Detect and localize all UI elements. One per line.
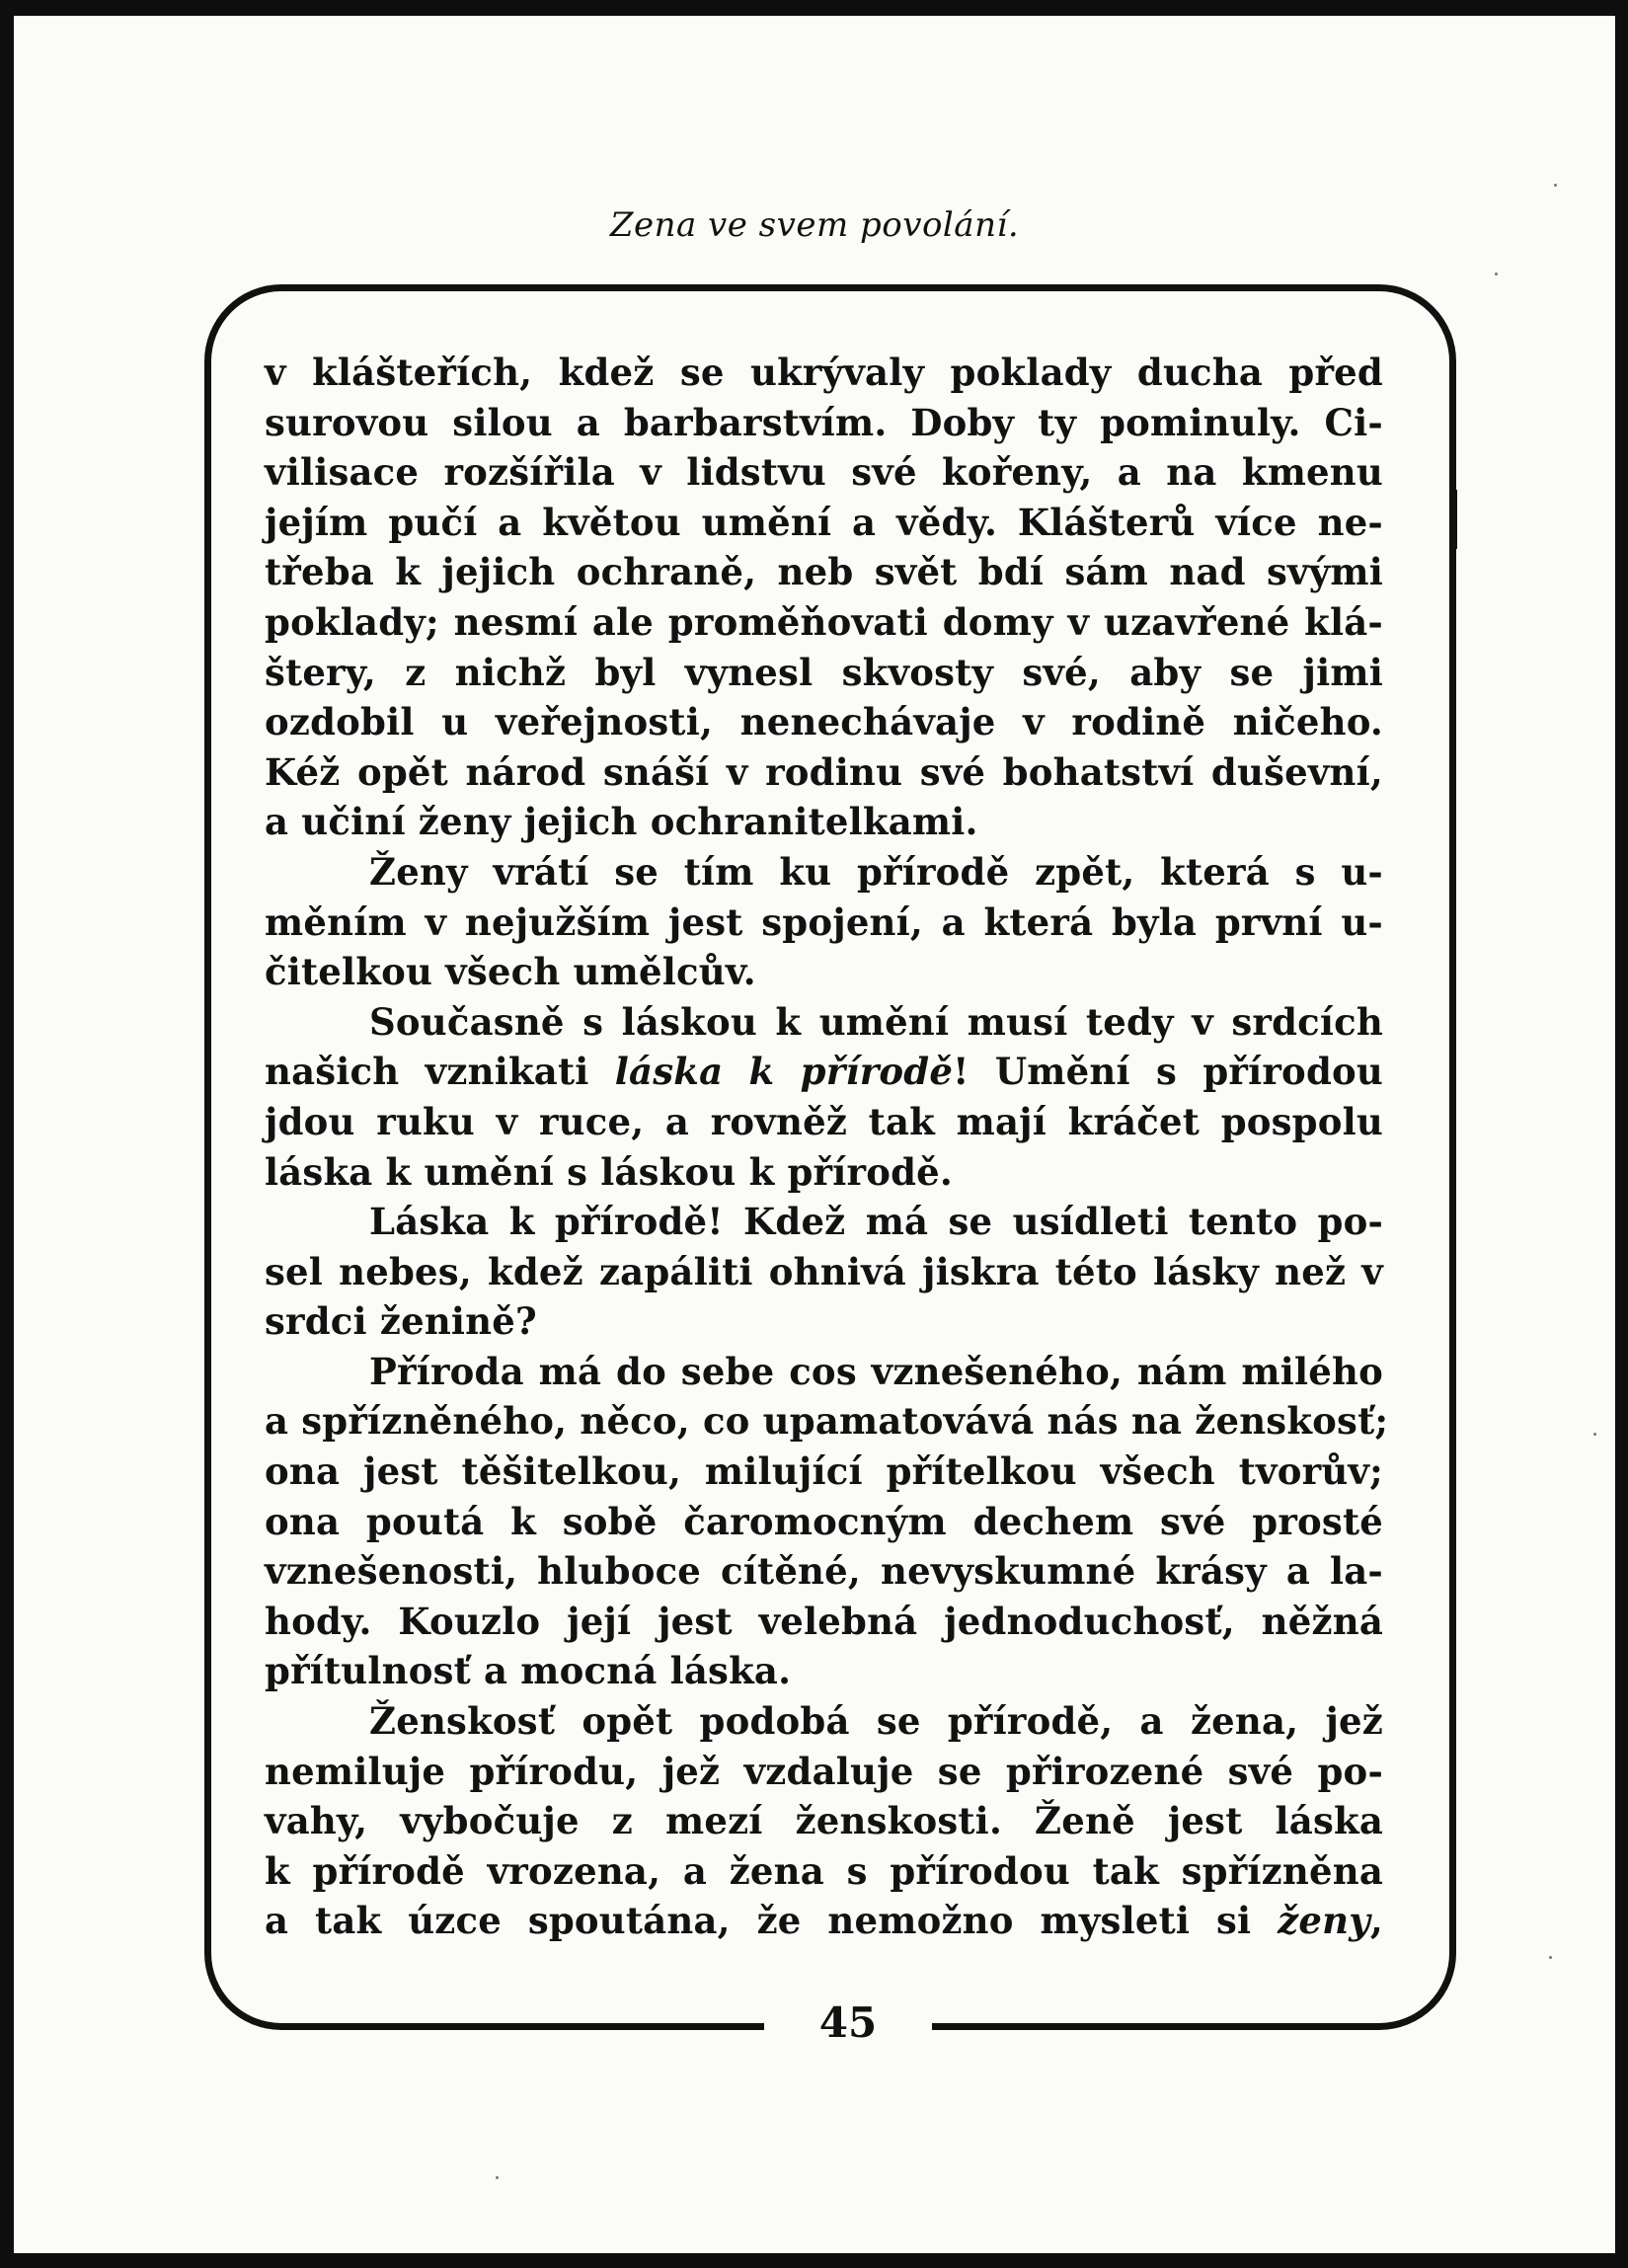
text-line-emphasis: [265, 1047, 1383, 1097]
emphasized-phrase: láska k přírodě: [614, 1050, 954, 1094]
text-line: vilisace rozšířila v lidstvu své kořeny, a na kmenu: [265, 450, 1383, 495]
speck: [1495, 273, 1498, 275]
text-line: srdci ženině?: [265, 1299, 537, 1344]
page-number: 45: [818, 1998, 878, 2047]
text-fragment: našich vznikati: [265, 1050, 615, 1094]
text-line: hody. Kouzlo její jest velebná jednoduchosť, něžná: [265, 1599, 1383, 1643]
frame-edge-mark: [1451, 490, 1457, 549]
text-line: čitelkou všech umělcův.: [265, 950, 756, 994]
text-line: surovou silou a barbarstvím. Doby ty pominuly. Ci-: [265, 400, 1383, 444]
text-line: láska k umění s láskou k přírodě.: [265, 1149, 953, 1194]
text-fragment: a tak úzce spoutána, že nemožno mysleti si: [265, 1899, 1279, 1943]
speck: [1593, 1433, 1596, 1436]
text-fragment: ! Umění s přírodou: [953, 1050, 1383, 1094]
speck: [1554, 184, 1557, 187]
text-line: sel nebes, kdež zapáliti ohnivá jiskra této lásky než v: [265, 1249, 1383, 1293]
text-line: třeba k jejich ochraně, neb svět bdí sám nad svými: [265, 550, 1383, 594]
speck: [496, 2176, 499, 2179]
text-line: Ženskosť opět podobá se přírodě, a žena, jež: [369, 1699, 1383, 1744]
emphasized-word: ženy: [1278, 1899, 1370, 1943]
text-line: Láska k přírodě! Kdež má se usídleti tento po-: [369, 1200, 1383, 1244]
text-line: štery, z nichž byl vynesl skvosty své, aby se jimi: [265, 650, 1383, 694]
speck: [1549, 1956, 1552, 1959]
text-line: Příroda má do sebe cos vznešeného, nám milého: [369, 1349, 1383, 1393]
page-sheet: [14, 16, 1615, 2253]
text-line: ona poutá k sobě čaromocným dechem své prosté: [265, 1499, 1383, 1543]
text-line: Kéž opět národ snáší v rodinu své bohatství duševní,: [265, 749, 1383, 794]
running-title: Zena ve svem povolání.: [609, 205, 1020, 245]
text-line: k přírodě vrozena, a žena s přírodou tak spřízněna: [265, 1848, 1383, 1893]
text-line: jejím pučí a květou umění a vědy. Klášterů více ne-: [265, 500, 1383, 544]
text-line: přítulnosť a mocná láska.: [265, 1649, 792, 1693]
text-fragment: ,: [1369, 1899, 1383, 1943]
text-line: a učiní ženy jejich ochranitelkami.: [265, 800, 978, 844]
text-line: poklady; nesmí ale proměňovati domy v uzavřené klá-: [265, 599, 1383, 644]
text-line: vznešenosti, hluboce cítěné, nevyskumné krásy a la-: [265, 1549, 1383, 1594]
text-line: jdou ruku v ruce, a rovněž tak mají kráčet pospolu: [265, 1099, 1383, 1143]
text-line: Současně s láskou k umění musí tedy v srdcích: [369, 999, 1383, 1044]
text-line: a spřízněného, něco, co upamatovává nás na ženskosť;: [265, 1399, 1389, 1444]
text-line: vahy, vybočuje z mezí ženskosti. Ženě jest láska: [265, 1799, 1383, 1843]
text-line-emphasis: [265, 1896, 1383, 1946]
body-text: [265, 348, 1389, 1946]
text-line: nemiluje přírodu, jež vzdaluje se přirozené své po-: [265, 1749, 1383, 1793]
text-line: ona jest těšitelkou, milující přítelkou všech tvorův;: [265, 1449, 1383, 1494]
text-line: Ženy vrátí se tím ku přírodě zpět, která s u-: [369, 849, 1383, 894]
text-line: ozdobil u veřejnosti, nenechávaje v rodině ničeho.: [265, 700, 1383, 744]
text-line: měním v nejužším jest spojení, a která byla první u-: [265, 899, 1383, 944]
text-line: v klášteřích, kdež se ukrývaly poklady ducha před: [265, 351, 1383, 394]
